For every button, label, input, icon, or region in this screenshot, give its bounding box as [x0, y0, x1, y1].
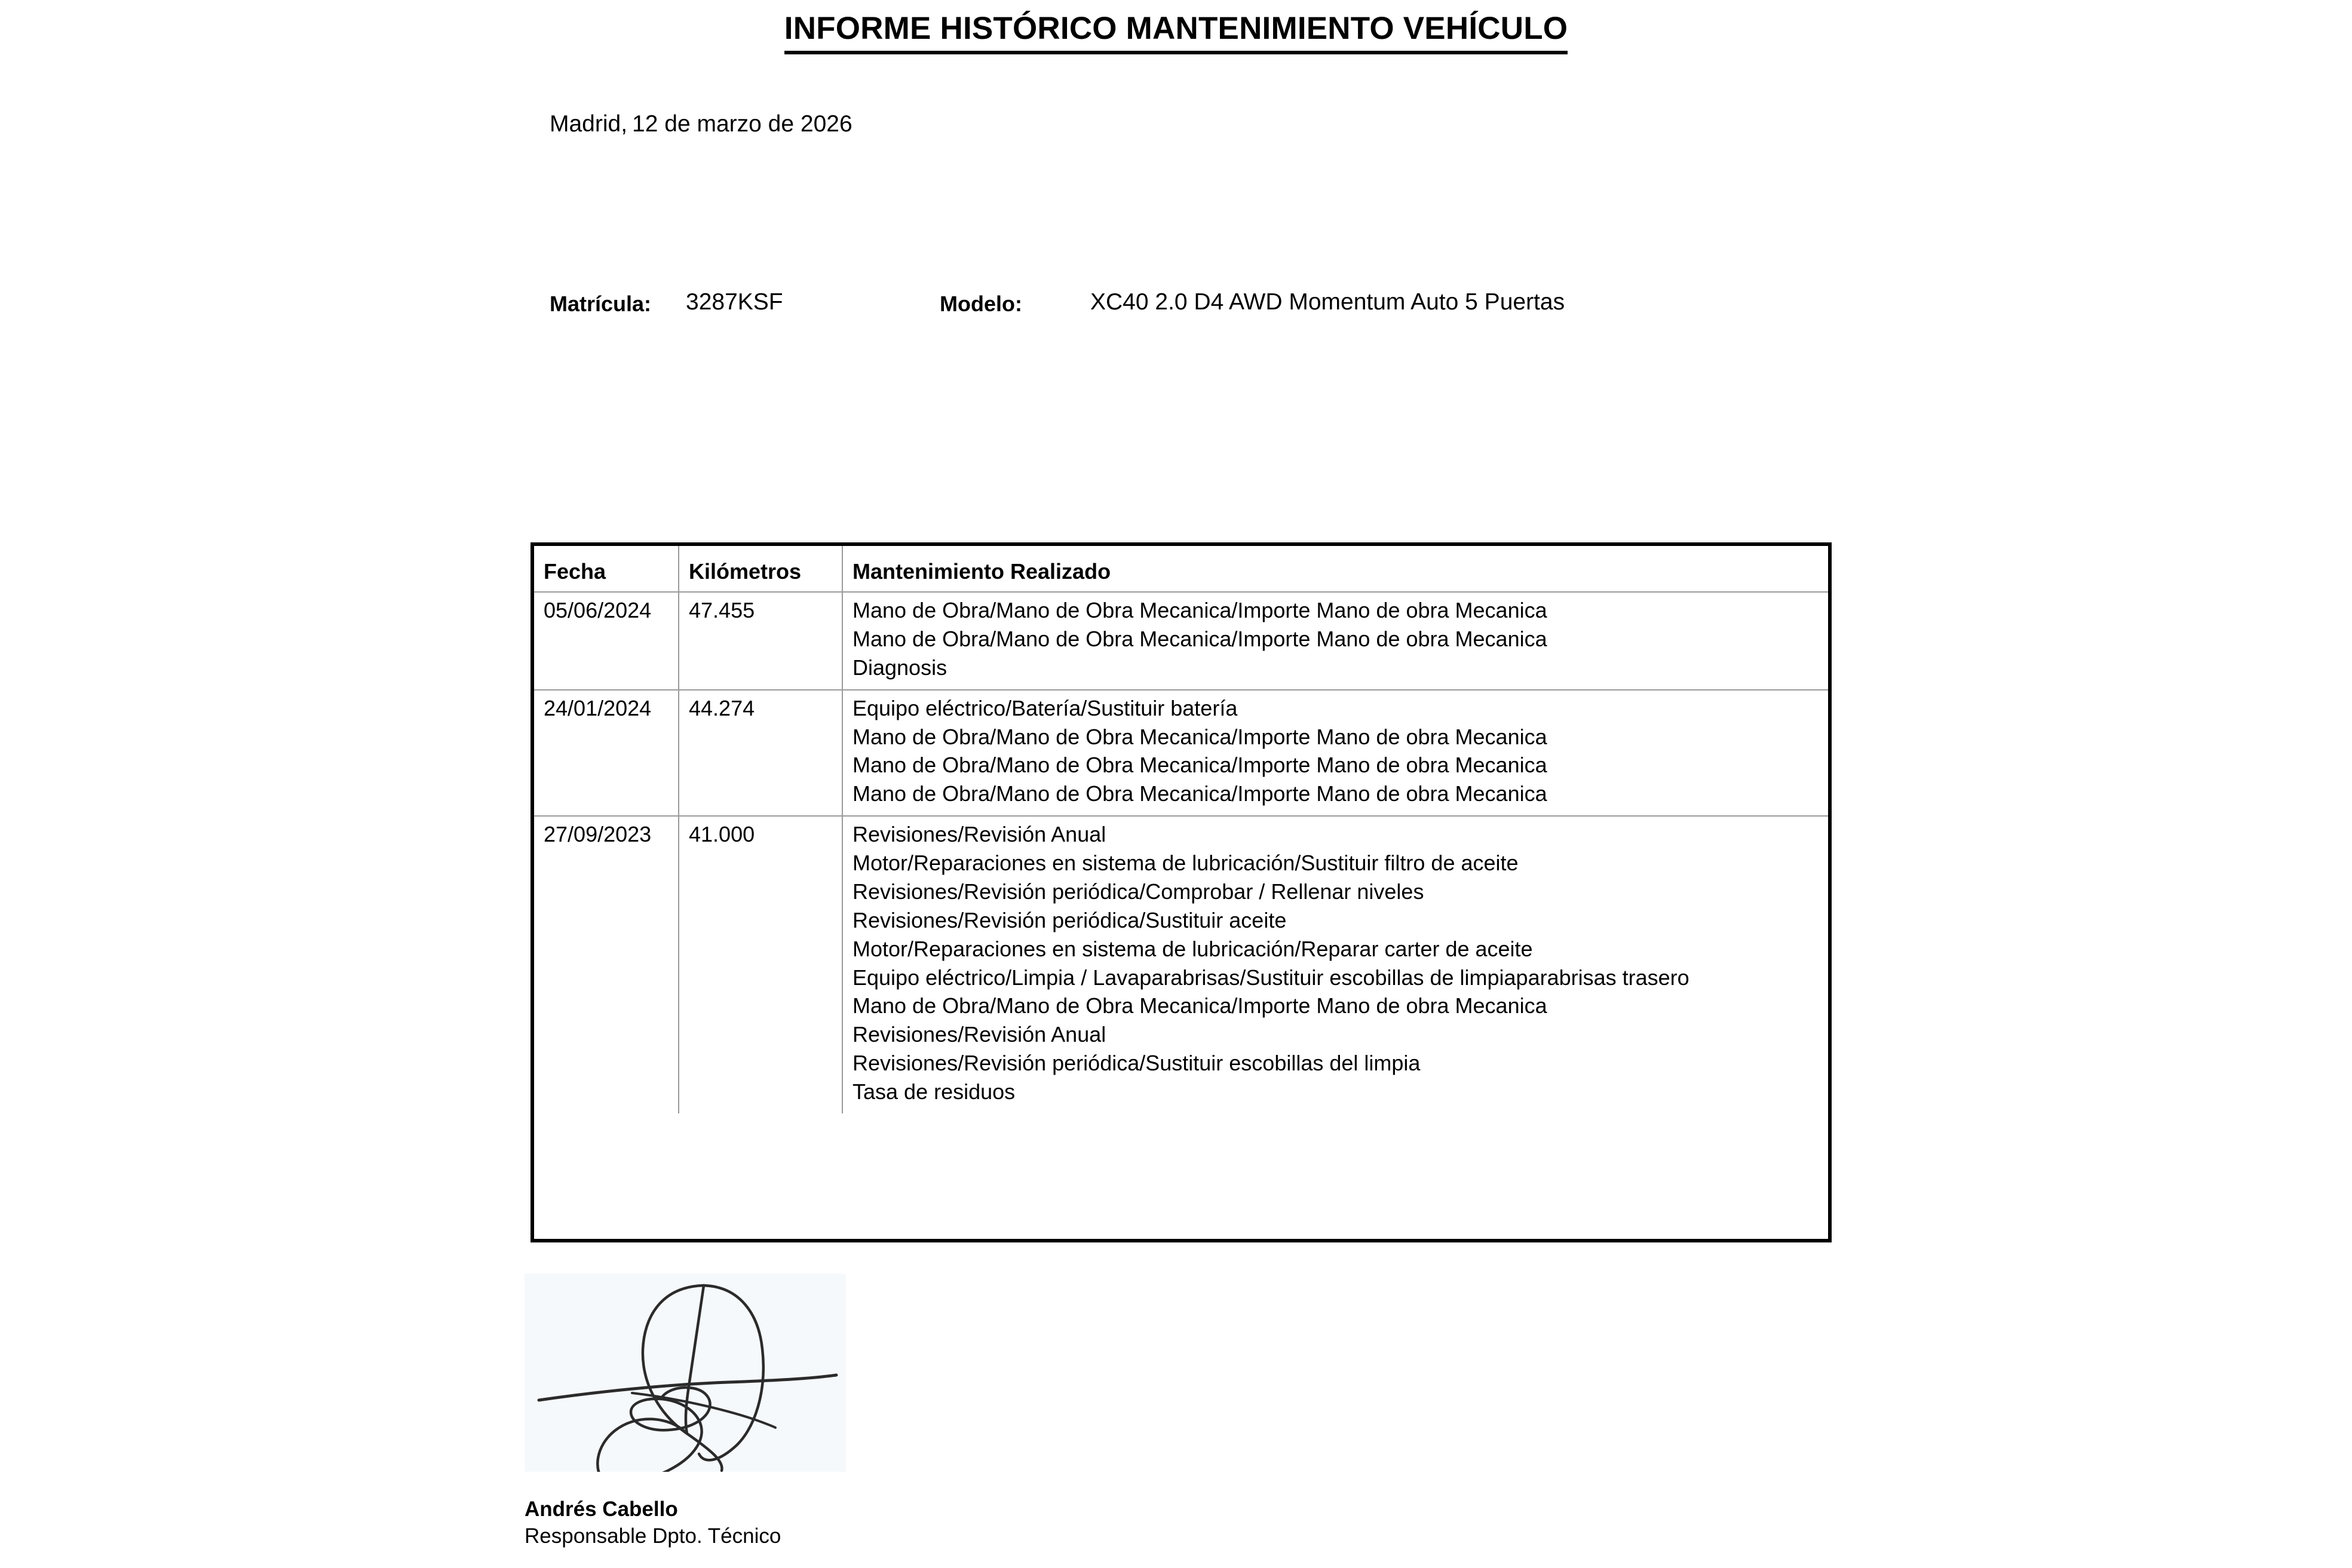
- maintenance-item: Diagnosis: [853, 655, 947, 680]
- maintenance-item: Mano de Obra/Mano de Obra Mecanica/Importe Mano de obra Mecanica: [853, 724, 1547, 749]
- table-row: [534, 690, 1828, 817]
- city-text: Madrid,: [550, 111, 628, 137]
- maintenance-item: Mano de Obra/Mano de Obra Mecanica/Importe Mano de obra Mecanica: [853, 781, 1547, 806]
- cell-kilometers: 41.000: [679, 816, 842, 1113]
- table-row: [534, 816, 1828, 1113]
- handwritten-signature-icon: [525, 1274, 846, 1472]
- cell-kilometers: 47.455: [679, 592, 842, 690]
- maintenance-item: Equipo eléctrico/Batería/Sustituir batería: [853, 695, 1238, 720]
- maintenance-item: Tasa de residuos: [853, 1079, 1016, 1104]
- maintenance-item: Revisiones/Revisión Anual: [853, 822, 1106, 847]
- signer-role: Responsable Dpto. Técnico: [525, 1524, 781, 1548]
- maintenance-item: Revisiones/Revisión periódica/Sustituir aceite: [853, 907, 1287, 932]
- cell-kilometers: 44.274: [679, 690, 842, 817]
- maintenance-item: Motor/Reparaciones en sistema de lubricación/Reparar carter de aceite: [853, 936, 1533, 961]
- model-value: XC40 2.0 D4 AWD Momentum Auto 5 Puertas: [1090, 289, 1565, 315]
- cell-date: 27/09/2023: [534, 816, 679, 1113]
- page-title: [0, 11, 2352, 54]
- column-header-km: Kilómetros: [679, 546, 842, 592]
- document-date: 12 de marzo de 2026: [632, 111, 853, 137]
- cell-date: 05/06/2024: [534, 592, 679, 690]
- signature-image: [525, 1274, 846, 1472]
- maintenance-item: Motor/Reparaciones en sistema de lubricación/Sustituir filtro de aceite: [853, 851, 1519, 875]
- maintenance-item: Equipo eléctrico/Limpia / Lavaparabrisas/Sustituir escobillas de limpiaparabrisas trasero: [853, 965, 1689, 990]
- maintenance-table-container: [530, 542, 1832, 1242]
- vehicle-meta-row: [550, 289, 1864, 319]
- maintenance-item: Mano de Obra/Mano de Obra Mecanica/Importe Mano de obra Mecanica: [853, 753, 1547, 778]
- model-label: Modelo:: [940, 291, 1022, 316]
- plate-label: Matrícula:: [550, 291, 652, 316]
- maintenance-table: [534, 546, 1828, 1113]
- maintenance-item: Revisiones/Revisión periódica/Comprobar / Rellenar niveles: [853, 879, 1424, 904]
- cell-maintenance-items: [842, 592, 1828, 690]
- page-title-text: INFORME HISTÓRICO MANTENIMIENTO VEHÍCULO: [784, 11, 1568, 54]
- maintenance-item: Mano de Obra/Mano de Obra Mecanica/Importe Mano de obra Mecanica: [853, 993, 1547, 1018]
- table-header: [534, 546, 1828, 592]
- signature-block: [525, 1274, 846, 1549]
- cell-date: 24/01/2024: [534, 690, 679, 817]
- cell-maintenance-items: [842, 690, 1828, 817]
- table-row: [534, 592, 1828, 690]
- maintenance-item: Mano de Obra/Mano de Obra Mecanica/Importe Mano de obra Mecanica: [853, 598, 1547, 622]
- maintenance-item: Revisiones/Revisión Anual: [853, 1022, 1106, 1047]
- cell-maintenance-items: [842, 816, 1828, 1113]
- table-body: [534, 592, 1828, 1113]
- place-date-line: [550, 111, 853, 137]
- column-header-work: Mantenimiento Realizado: [842, 546, 1828, 592]
- maintenance-item: Mano de Obra/Mano de Obra Mecanica/Importe Mano de obra Mecanica: [853, 626, 1547, 651]
- plate-value: 3287KSF: [686, 289, 783, 315]
- table-header-row: [534, 546, 1828, 592]
- signer-name: Andrés Cabello: [525, 1498, 678, 1521]
- column-header-date: Fecha: [534, 546, 679, 592]
- maintenance-item: Revisiones/Revisión periódica/Sustituir escobillas del limpia: [853, 1051, 1421, 1076]
